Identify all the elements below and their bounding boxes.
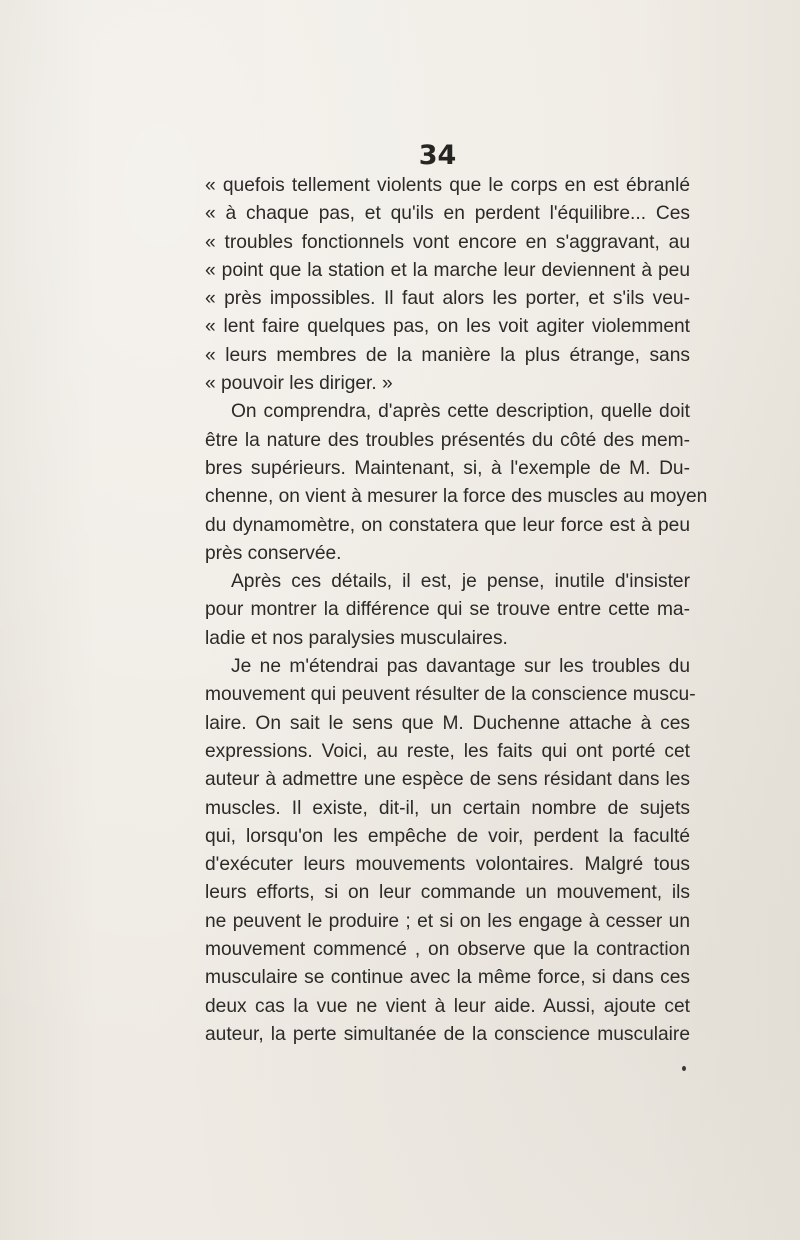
- text-line: chenne, on vient à mesurer la force des muscles au moyen: [205, 486, 708, 508]
- text-line: leurs efforts, si on leur commande un mouvement, ils: [205, 882, 690, 904]
- text-line: muscles. Il existe, dit-il, un certain nombre de sujets: [205, 797, 690, 819]
- ink-speck: [682, 1066, 686, 1071]
- text-line: auteur à admettre une espèce de sens résidant dans les: [205, 769, 690, 791]
- text-line: expressions. Voici, au reste, les faits qui ont porté cet: [205, 740, 690, 762]
- text-line: être la nature des troubles présentés du côté des mem-: [205, 429, 690, 451]
- text-line: laire. On sait le sens que M. Duchenne attache à ces: [205, 712, 690, 734]
- text-line: « à chaque pas, et qu'ils en perdent l'équilibre... Ces: [205, 203, 690, 225]
- text-line: mouvement commencé , on observe que la contraction: [205, 939, 690, 961]
- text-line: auteur, la perte simultanée de la conscience musculaire: [205, 1023, 690, 1045]
- text-line: « lent faire quelques pas, on les voit agiter violemment: [205, 316, 690, 338]
- text-line: « point que la station et la marche leur deviennent à peu: [205, 259, 690, 281]
- text-line: « quefois tellement violents que le corps en est ébranlé: [205, 175, 690, 196]
- text-line: du dynamomètre, on constatera que leur force est à peu: [205, 514, 690, 536]
- text-line: qui, lorsqu'on les empêche de voir, perdent la faculté: [205, 825, 690, 847]
- text-line: près conservée.: [205, 542, 342, 564]
- text-line: « près impossibles. Il faut alors les porter, et s'ils veu-: [205, 288, 690, 310]
- body-text: [205, 172, 708, 1049]
- text-line: pour montrer la différence qui se trouve entre cette ma-: [205, 599, 690, 621]
- text-line: Je ne m'étendrai pas davantage sur les troubles du: [231, 656, 690, 678]
- page-number: 34: [418, 140, 457, 171]
- text-line: « troubles fonctionnels vont encore en s'aggravant, au: [205, 231, 690, 253]
- text-line: Après ces détails, il est, je pense, inutile d'insister: [231, 571, 690, 593]
- text-line: mouvement qui peuvent résulter de la conscience muscu-: [205, 684, 696, 706]
- text-line: « leurs membres de la manière la plus étrange, sans: [205, 344, 690, 366]
- text-line: « pouvoir les diriger. »: [205, 373, 393, 395]
- text-line: musculaire se continue avec la même force, si dans ces: [205, 967, 690, 989]
- text-line: deux cas la vue ne vient à leur aide. Aussi, ajoute cet: [205, 995, 690, 1017]
- text-line: d'exécuter leurs mouvements volontaires. Malgré tous: [205, 854, 690, 876]
- text-line: ne peuvent le produire ; et si on les engage à cesser un: [205, 910, 690, 932]
- text-line: bres supérieurs. Maintenant, si, à l'exemple de M. Du-: [205, 457, 690, 479]
- text-line: On comprendra, d'après cette description, quelle doit: [231, 401, 690, 423]
- text-line: ladie et nos paralysies musculaires.: [205, 627, 508, 649]
